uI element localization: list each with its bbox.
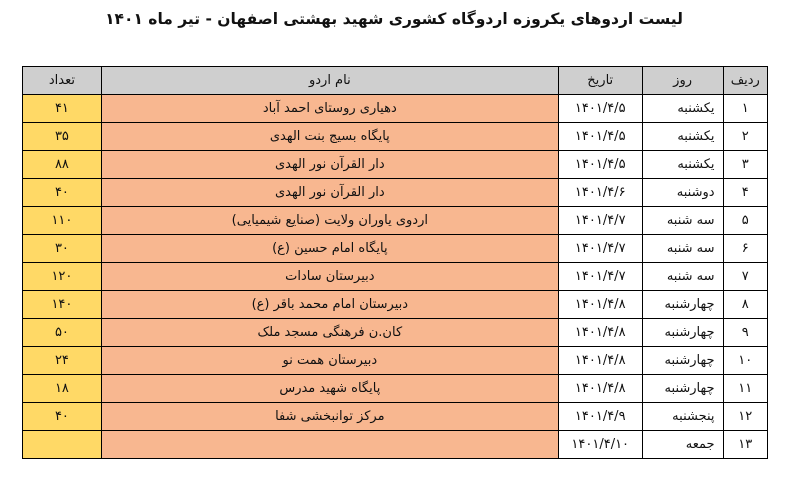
cell-radif: ۱ [723, 95, 767, 123]
cell-count: ۴۰ [23, 403, 102, 431]
cell-tarikh: ۱۴۰۱/۴/۹ [558, 403, 642, 431]
cell-camp: اردوی یاوران ولایت (صنایع شیمیایی) [101, 207, 558, 235]
cell-count: ۵۰ [23, 319, 102, 347]
table-row [23, 179, 768, 207]
header-count: تعداد [23, 67, 102, 95]
cell-camp: دبیرستان سادات [101, 263, 558, 291]
cell-tarikh: ۱۴۰۱/۴/۸ [558, 319, 642, 347]
cell-tarikh: ۱۴۰۱/۴/۵ [558, 123, 642, 151]
cell-count: ۱۱۰ [23, 207, 102, 235]
cell-rooz: جمعه [642, 431, 723, 459]
cell-radif: ۹ [723, 319, 767, 347]
cell-camp: پایگاه بسیج بنت الهدی [101, 123, 558, 151]
cell-rooz: یکشنبه [642, 123, 723, 151]
cell-count: ۲۴ [23, 347, 102, 375]
cell-tarikh: ۱۴۰۱/۴/۷ [558, 263, 642, 291]
table-row [23, 151, 768, 179]
cell-rooz: دوشنبه [642, 179, 723, 207]
cell-rooz: پنجشنبه [642, 403, 723, 431]
table-row [23, 347, 768, 375]
cell-tarikh: ۱۴۰۱/۴/۸ [558, 347, 642, 375]
cell-count [23, 431, 102, 459]
cell-tarikh: ۱۴۰۱/۴/۶ [558, 179, 642, 207]
cell-count: ۳۰ [23, 235, 102, 263]
cell-tarikh: ۱۴۰۱/۴/۱۰ [558, 431, 642, 459]
cell-radif: ۱۱ [723, 375, 767, 403]
cell-rooz: سه شنبه [642, 235, 723, 263]
cell-radif: ۱۳ [723, 431, 767, 459]
cell-rooz: چهارشنبه [642, 319, 723, 347]
cell-count: ۱۴۰ [23, 291, 102, 319]
cell-rooz: یکشنبه [642, 151, 723, 179]
cell-radif: ۱۰ [723, 347, 767, 375]
table-row [23, 291, 768, 319]
cell-tarikh: ۱۴۰۱/۴/۵ [558, 151, 642, 179]
cell-tarikh: ۱۴۰۱/۴/۷ [558, 235, 642, 263]
table-row [23, 431, 768, 459]
cell-radif: ۸ [723, 291, 767, 319]
cell-count: ۴۱ [23, 95, 102, 123]
cell-tarikh: ۱۴۰۱/۴/۸ [558, 291, 642, 319]
cell-rooz: چهارشنبه [642, 291, 723, 319]
table-row [23, 319, 768, 347]
cell-radif: ۶ [723, 235, 767, 263]
cell-camp: دبیرستان امام محمد باقر (ع) [101, 291, 558, 319]
table-row [23, 235, 768, 263]
table-row [23, 207, 768, 235]
header-rooz: روز [642, 67, 723, 95]
cell-count: ۱۸ [23, 375, 102, 403]
cell-tarikh: ۱۴۰۱/۴/۵ [558, 95, 642, 123]
table-row [23, 375, 768, 403]
cell-count: ۴۰ [23, 179, 102, 207]
cell-tarikh: ۱۴۰۱/۴/۷ [558, 207, 642, 235]
table-row [23, 263, 768, 291]
cell-radif: ۲ [723, 123, 767, 151]
cell-camp [101, 431, 558, 459]
header-tarikh: تاریخ [558, 67, 642, 95]
header-radif: ردیف [723, 67, 767, 95]
cell-tarikh: ۱۴۰۱/۴/۸ [558, 375, 642, 403]
cell-radif: ۱۲ [723, 403, 767, 431]
cell-camp: مرکز توانبخشی شفا [101, 403, 558, 431]
cell-camp: کان.ن فرهنگی مسجد ملک [101, 319, 558, 347]
cell-rooz: چهارشنبه [642, 375, 723, 403]
cell-rooz: سه شنبه [642, 207, 723, 235]
cell-radif: ۴ [723, 179, 767, 207]
cell-rooz: سه شنبه [642, 263, 723, 291]
page-title: لیست اردوهای یکروزه اردوگاه کشوری شهید بهشتی اصفهان - تیر ماه ۱۴۰۱ [105, 10, 683, 28]
cell-camp: دار القرآن نور الهدی [101, 179, 558, 207]
cell-rooz: چهارشنبه [642, 347, 723, 375]
cell-camp: پایگاه شهید مدرس [101, 375, 558, 403]
camps-table [22, 66, 768, 459]
table-row [23, 123, 768, 151]
cell-rooz: یکشنبه [642, 95, 723, 123]
cell-count: ۸۸ [23, 151, 102, 179]
cell-count: ۱۲۰ [23, 263, 102, 291]
cell-camp: دبیرستان همت نو [101, 347, 558, 375]
table-header-row [23, 67, 768, 95]
cell-radif: ۳ [723, 151, 767, 179]
cell-radif: ۵ [723, 207, 767, 235]
table-row [23, 95, 768, 123]
cell-camp: پایگاه امام حسین (ع) [101, 235, 558, 263]
cell-camp: دهیاری روستای احمد آباد [101, 95, 558, 123]
header-camp: نام اردو [101, 67, 558, 95]
table-row [23, 403, 768, 431]
cell-radif: ۷ [723, 263, 767, 291]
cell-count: ۳۵ [23, 123, 102, 151]
cell-camp: دار القرآن نور الهدی [101, 151, 558, 179]
